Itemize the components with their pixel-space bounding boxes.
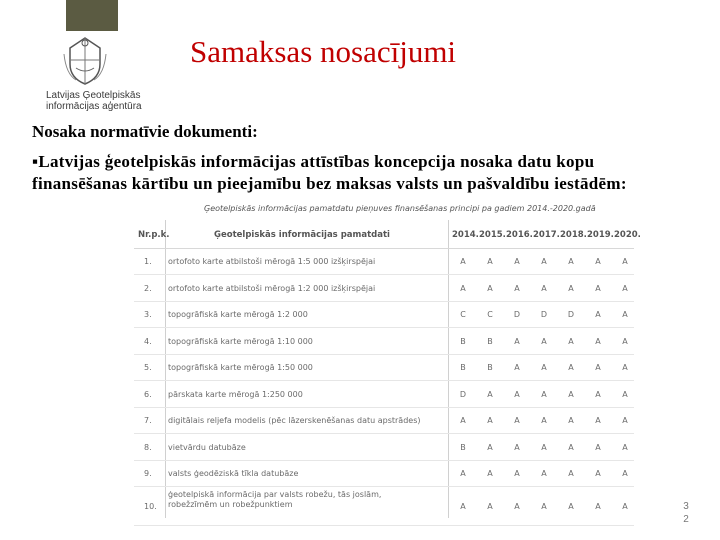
row-year-value: A: [460, 283, 466, 293]
header-year: 2015.: [479, 230, 506, 240]
table-row: [134, 354, 634, 381]
row-number: 8.: [144, 442, 152, 452]
row-year-value: A: [622, 257, 628, 266]
table-row: [134, 301, 634, 328]
header-year: 2017.: [533, 230, 560, 240]
row-year-value: A: [568, 283, 574, 293]
funding-table: [134, 200, 641, 518]
row-year-value: D: [540, 310, 548, 319]
row-year-value: A: [568, 501, 574, 511]
header-year: 2018.: [560, 230, 587, 240]
page-number-digit: 3: [683, 501, 689, 512]
row-year-value: A: [487, 257, 493, 266]
slide-title: Samaksas nosacījumi: [190, 34, 457, 69]
row-year-value: A: [568, 389, 574, 399]
row-year-value: A: [595, 442, 601, 452]
row-year-value: A: [568, 363, 574, 372]
row-year-value: A: [595, 283, 601, 293]
row-year-value: A: [622, 469, 628, 478]
row-year-value: A: [541, 442, 547, 452]
row-year-value: A: [460, 257, 466, 266]
row-year-value: A: [514, 501, 520, 511]
coat-of-arms-icon: [62, 34, 108, 86]
row-dataset-name: valsts ģeodēziskā tīkla datubāze: [168, 469, 299, 478]
row-year-value: A: [568, 257, 574, 266]
row-number: 4.: [144, 336, 152, 346]
row-year-value: A: [595, 363, 601, 372]
table-row: [134, 275, 634, 302]
row-year-value: A: [541, 363, 547, 372]
row-year-value: A: [541, 469, 547, 478]
row-year-value: D: [567, 310, 575, 319]
agency-logo: [40, 34, 160, 124]
row-year-value: D: [513, 310, 521, 319]
row-year-value: A: [622, 416, 628, 425]
row-number: 3.: [144, 310, 152, 319]
row-year-value: A: [514, 389, 520, 399]
table-row: [134, 460, 634, 487]
row-number: 2.: [144, 283, 152, 293]
row-year-value: A: [541, 257, 547, 266]
header-year: 2014.: [452, 230, 479, 240]
row-year-value: A: [622, 310, 628, 319]
table-row: [134, 407, 634, 434]
row-year-value: A: [514, 469, 520, 478]
row-year-value: A: [595, 336, 601, 346]
row-dataset-name: topogrāfiskā karte mērogā 1:2 000: [168, 310, 308, 319]
row-year-value: C: [460, 310, 466, 319]
row-year-value: A: [487, 389, 493, 399]
row-year-value: A: [514, 336, 520, 346]
row-year-value: A: [541, 336, 547, 346]
table-row: [134, 328, 634, 355]
row-year-value: A: [541, 283, 547, 293]
row-year-value: B: [487, 336, 493, 346]
table-caption: Ģeotelpiskās informācijas pamatdatu pieņuves finansēšanas principi pa gadiem 2014.-2020.gadā: [204, 204, 596, 213]
row-number: 5.: [144, 363, 152, 372]
header-name: Ģeotelpiskās informācijas pamatdati: [214, 230, 390, 240]
row-year-value: A: [622, 363, 628, 372]
row-year-value: A: [514, 416, 520, 425]
row-year-value: A: [487, 442, 493, 452]
row-year-value: A: [460, 416, 466, 425]
row-year-value: A: [595, 310, 601, 319]
row-year-value: A: [541, 389, 547, 399]
row-number: 7.: [144, 416, 152, 425]
row-year-value: B: [460, 363, 466, 372]
row-dataset-name: pārskata karte mērogā 1:250 000: [168, 389, 303, 399]
row-year-value: A: [514, 363, 520, 372]
row-number: 10.: [144, 501, 157, 511]
row-year-value: A: [622, 501, 628, 511]
header-year: 2019.: [587, 230, 614, 240]
row-year-value: A: [595, 389, 601, 399]
row-year-value: A: [568, 336, 574, 346]
row-year-value: A: [487, 416, 493, 425]
row-year-value: A: [595, 257, 601, 266]
row-year-value: C: [487, 310, 493, 319]
table-row: [134, 434, 634, 461]
row-year-value: A: [514, 283, 520, 293]
row-year-value: A: [487, 469, 493, 478]
row-dataset-name: topogrāfiskā karte mērogā 1:50 000: [168, 363, 313, 372]
row-year-value: B: [460, 442, 466, 452]
row-year-value: A: [622, 389, 628, 399]
table-header: [134, 222, 641, 249]
logo-line-2: informācijas aģentūra: [46, 101, 142, 112]
table-row: [134, 487, 634, 526]
row-year-value: A: [595, 469, 601, 478]
row-dataset-name: ortofoto karte atbilstoši mērogā 1:2 000 izšķirspējai: [168, 283, 376, 293]
concept-paragraph: ▪Latvijas ģeotelpiskās informācijas attīstības koncepcija nosaka datu kopu finansēšanas kārtību un pieejamību bez maksas valsts un pašvaldību iestādēm:: [32, 152, 627, 193]
row-year-value: A: [568, 469, 574, 478]
row-dataset-name: vietvārdu datubāze: [168, 442, 246, 452]
page-number: [681, 500, 691, 526]
row-year-value: A: [460, 469, 466, 478]
row-dataset-name: topogrāfiskā karte mērogā 1:10 000: [168, 336, 313, 346]
top-accent-bar: [66, 0, 118, 31]
row-year-value: A: [541, 501, 547, 511]
row-dataset-name: digitālais reljefa modelis (pēc lāzerskenēšanas datu apstrādes): [168, 416, 421, 425]
logo-line-1: Latvijas Ģeotelpiskās: [46, 90, 141, 101]
row-year-value: D: [459, 389, 467, 399]
row-year-value: B: [487, 363, 493, 372]
row-year-value: A: [622, 283, 628, 293]
row-year-value: A: [595, 416, 601, 425]
page-number-digit: 2: [683, 514, 689, 525]
row-dataset-name: ģeotelpiskā informācija par valsts robežu, tās joslām, robežzīmēm un robežpunktiem: [168, 489, 382, 509]
header-num: Nr.p.k.: [138, 230, 170, 240]
slide-subtitle: Nosaka normatīvie dokumenti:: [32, 122, 258, 141]
header-year: 2016.: [506, 230, 533, 240]
table-row: [134, 381, 634, 408]
row-year-value: A: [487, 501, 493, 511]
row-year-value: A: [460, 501, 466, 511]
header-year: 2020.: [614, 230, 641, 240]
row-number: 9.: [144, 469, 152, 478]
row-year-value: A: [514, 442, 520, 452]
table-row: [134, 248, 634, 275]
row-number: 1.: [144, 257, 152, 266]
row-dataset-name: ortofoto karte atbilstoši mērogā 1:5 000 izšķirspējai: [168, 257, 376, 266]
row-year-value: A: [595, 501, 601, 511]
row-year-value: A: [568, 416, 574, 425]
row-year-value: A: [487, 283, 493, 293]
row-year-value: A: [568, 442, 574, 452]
row-number: 6.: [144, 389, 152, 399]
row-year-value: A: [514, 257, 520, 266]
row-year-value: A: [541, 416, 547, 425]
row-year-value: A: [622, 442, 628, 452]
row-year-value: B: [460, 336, 466, 346]
row-year-value: A: [622, 336, 628, 346]
